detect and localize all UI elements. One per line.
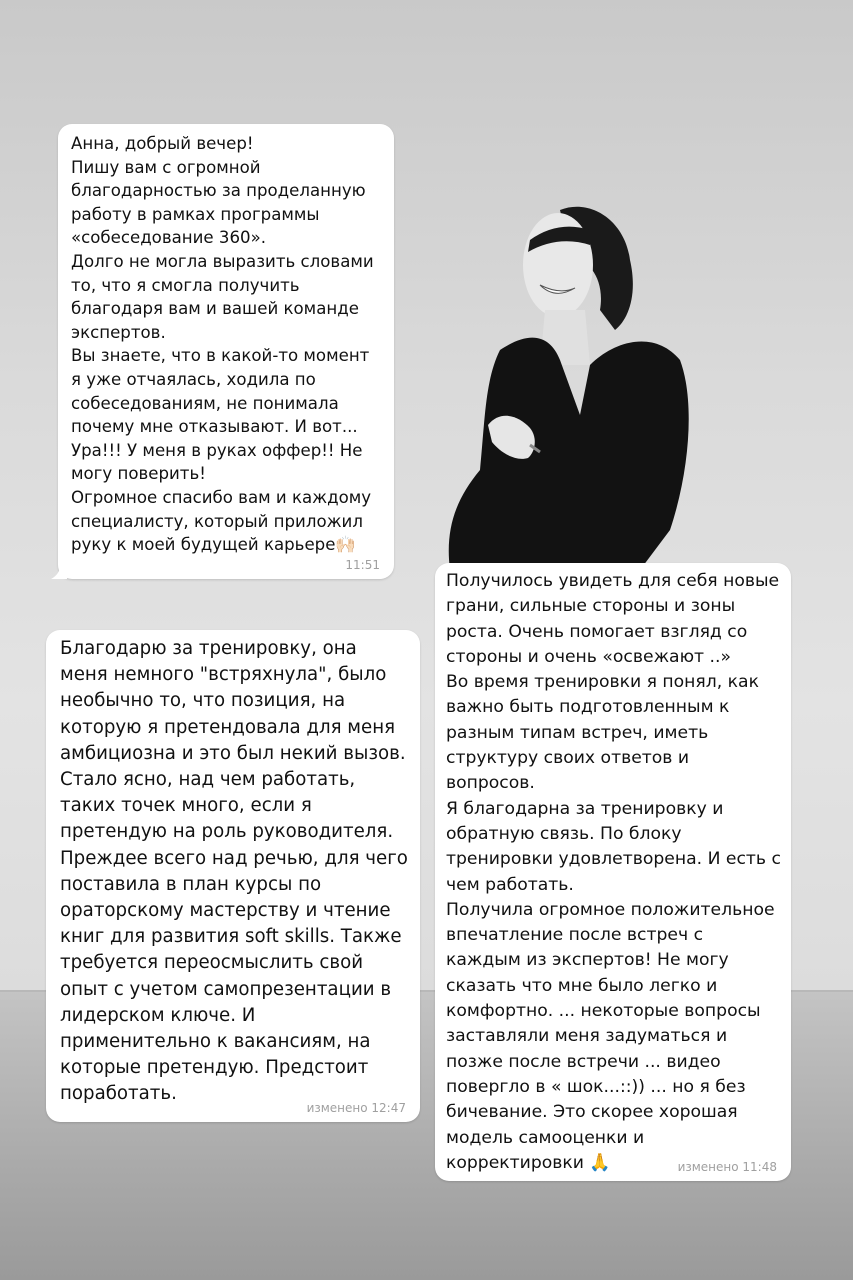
message-bubble-2 [46,630,420,1122]
woman-photo [440,200,700,570]
message-text: Анна, добрый вечер! Пишу вам с огромной благодарностью за проделанную работу в рамках программы «собеседование 360». Долго не могла выразить словами то, что я смогла получить благодаря вам и вашей команде экспертов. Вы знаете, что в какой-то момент я уже отчаялась, ходила по собеседованиям, не понимала почему мне отказывают. И вот... Ура!!! У меня в руках оффер!! Не могу поверить! Огромное спасибо вам и каждому специалисту, который приложил руку к моей будущей карьере🙌🏻 [71,134,374,555]
message-text: Получилось увидеть для себя новые грани, сильные стороны и зоны роста. Очень помогает взгляд со стороны и очень «освежают ..» Во время тренировки я понял, как важно быть подготовленным к разным типам встреч, иметь структуру своих ответов и вопросов. Я благодарна за тренировку и обратную связь. По блоку тренировки удовлетворена. И есть с чем работать. Получила огромное положительное впечатление после встреч с каждым из экспертов! Не могу сказать что мне было легко и комфортно. ... некоторые вопросы заставляли меня задуматься и позже после встречи ... видео повергло в « шок...::)) ... но я без бичевание. Это скорее хорошая модель самооценки и корректировки 🙏 [446,571,781,1173]
message-bubble-3 [435,563,791,1181]
message-bubble-1 [58,124,394,579]
message-time: изменено 12:47 [306,1101,406,1115]
message-time: 11:51 [345,558,380,572]
message-time: изменено 11:48 [677,1160,777,1174]
bubble-tail [51,565,67,579]
message-text: Благодарю за тренировку, она меня немного "встряхнула", было необычно то, что позиция, на которую я претендовала для меня амбициозна и это был некий вызов. Стало ясно, над чем работать, таких точек много, если я претендую на роль руководителя. Преждее всего над речью, для чего поставила в план курсы по ораторскому мастерству и чтение книг для развития soft skills. Также требуется переосмыслить свой опыт с учетом самопрезентации в лидерском ключе. И применительно к вакансиям, на которые претендую. Предстоит поработать. [60,638,408,1105]
